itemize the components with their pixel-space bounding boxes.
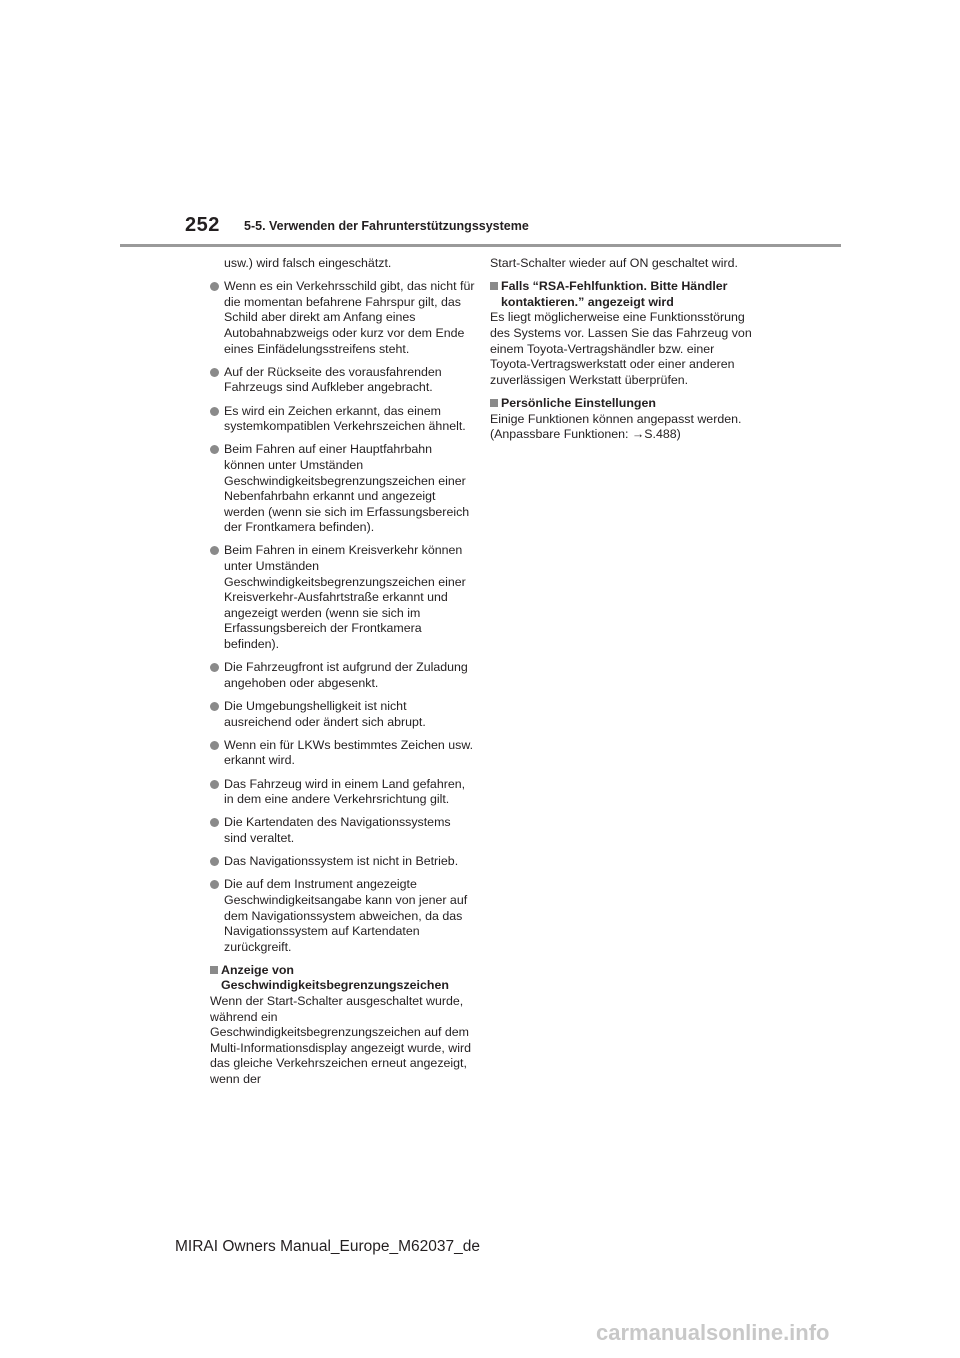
list-item-text: Wenn es ein Verkehrsschild gibt, das nicht für die momentan befahrene Fahrspur gilt, das Schild aber direkt am Anfang eines Autobahnabzweigs oder kurz vor dem Ende eines Einfädelungsstreifens steht. bbox=[224, 279, 475, 356]
section-heading-text: Anzeige von Geschwindigkeitsbegrenzungszeichen bbox=[221, 962, 449, 993]
list-item bbox=[210, 660, 475, 691]
section-body: Einige Funktionen können angepasst werden. (Anpassbare Funktionen: →S.488) bbox=[490, 411, 742, 442]
section-heading bbox=[210, 963, 475, 994]
list-item bbox=[210, 543, 475, 652]
list-item-text: Das Navigationssystem ist nicht in Betrieb. bbox=[224, 854, 459, 869]
footer-manual-id: MIRAI Owners Manual_Europe_M62037_de bbox=[175, 1238, 481, 1255]
section-body: Es liegt möglicherweise eine Funktionsstörung des Systems vor. Lassen Sie das Fahrzeug von einem Toyota-Vertragshändler bzw. einer Toyota-Vertragswerkstatt oder einer anderen zuverlässigen Werkstatt überprüfen. bbox=[490, 310, 752, 387]
right-column bbox=[490, 256, 755, 450]
list-item bbox=[210, 777, 475, 808]
square-bullet-icon bbox=[210, 966, 218, 974]
list-item bbox=[210, 877, 475, 955]
section-heading bbox=[490, 279, 755, 310]
list-item bbox=[210, 442, 475, 536]
list-item-text: Das Fahrzeug wird in einem Land gefahren, in dem eine andere Verkehrsrichtung gilt. bbox=[224, 776, 466, 807]
page-number: 252 bbox=[185, 214, 220, 236]
list-item-text: Die Umgebungshelligkeit ist nicht ausreichend oder ändert sich abrupt. bbox=[224, 699, 426, 729]
list-item-text: Die auf dem Instrument angezeigte Geschwindigkeitsangabe kann von jener auf dem Navigationssystem abweichen, da das Navigationssystem auf Kartendaten zurückgreift. bbox=[224, 877, 468, 954]
bullet-icon bbox=[210, 546, 219, 555]
bullet-icon bbox=[210, 702, 219, 711]
list-item-text: Es wird ein Zeichen erkannt, das einem systemkompatiblen Verkehrszeichen ähnelt. bbox=[224, 403, 466, 434]
list-item-text: Beim Fahren auf einer Hauptfahrbahn können unter Umständen Geschwindigkeitsbegrenzungszeichen einer Nebenfahrbahn erkannt und angezeigt werden (wenn sie sich im Erfassungsbereich der Frontkamera befinden). bbox=[224, 442, 470, 535]
list-item-text: Beim Fahren in einem Kreisverkehr können unter Umständen Geschwindigkeitsbegrenzungszeichen einer Kreisverkehr-Ausfahrtstraße erkannt und angezeigt werden (wenn sie sich im Erfassungsbereich der Frontkamera befinden). bbox=[224, 543, 466, 652]
bullet-icon bbox=[210, 857, 219, 866]
continuation-text: Start-Schalter wieder auf ON geschaltet wird. bbox=[490, 256, 738, 270]
bullet-icon bbox=[210, 368, 219, 377]
left-column bbox=[210, 256, 475, 1095]
section-heading bbox=[490, 396, 755, 412]
list-item bbox=[210, 404, 475, 435]
header-divider bbox=[120, 244, 841, 247]
section-body: Wenn der Start-Schalter ausgeschaltet wurde, während ein Geschwindigkeitsbegrenzungszeichen auf dem Multi-Informationsdisplay angezeigt wurde, wird das gleiche Verkehrszeichen erneut angezeigt, wenn der bbox=[210, 994, 472, 1087]
bullet-icon bbox=[210, 407, 219, 416]
list-item-text: Die Kartendaten des Navigationssystems sind veraltet. bbox=[224, 815, 451, 845]
list-item-text: Wenn ein für LKWs bestimmtes Zeichen usw. erkannt wird. bbox=[224, 737, 474, 768]
section-title: 5-5. Verwenden der Fahrunterstützungssysteme bbox=[244, 219, 529, 233]
bullet-icon bbox=[210, 780, 219, 789]
watermark: carmanualsonline.info bbox=[596, 1320, 830, 1345]
section-heading-text: Falls “RSA-Fehlfunktion. Bitte Händler kontaktieren.” angezeigt wird bbox=[501, 279, 728, 309]
list-item bbox=[210, 279, 475, 357]
bullet-icon bbox=[210, 445, 219, 454]
list-item bbox=[210, 854, 475, 870]
square-bullet-icon bbox=[490, 282, 498, 290]
list-item-text: Die Fahrzeugfront ist aufgrund der Zuladung angehoben oder abgesenkt. bbox=[224, 660, 468, 690]
bullet-icon bbox=[210, 663, 219, 672]
section-heading-text: Persönliche Einstellungen bbox=[501, 395, 656, 410]
list-item bbox=[210, 738, 475, 769]
bullet-icon bbox=[210, 741, 219, 750]
square-bullet-icon bbox=[490, 399, 498, 407]
list-item-text: Auf der Rückseite des vorausfahrenden Fahrzeugs sind Aufkleber angebracht. bbox=[224, 364, 442, 395]
bullet-icon bbox=[210, 282, 219, 291]
bullet-icon bbox=[210, 818, 219, 827]
list-item bbox=[210, 365, 475, 396]
bullet-icon bbox=[210, 880, 219, 889]
list-item bbox=[210, 815, 475, 846]
list-item bbox=[210, 699, 475, 730]
continuation-text: usw.) wird falsch eingeschätzt. bbox=[224, 256, 392, 270]
